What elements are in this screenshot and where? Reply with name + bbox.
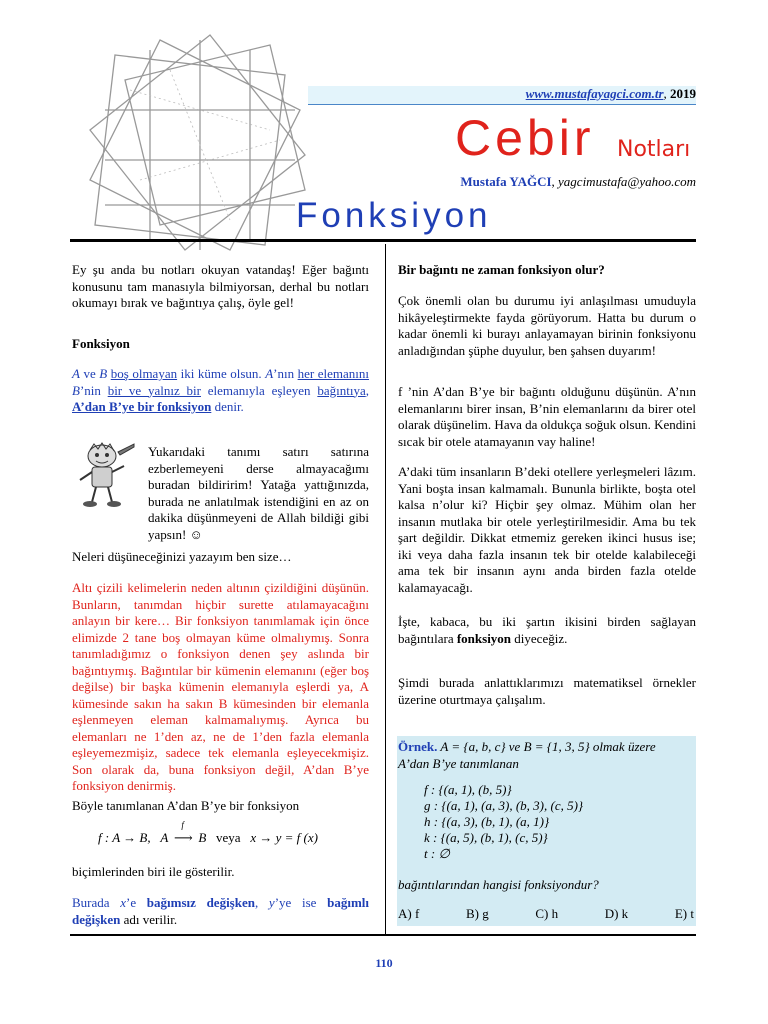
relation-t: t : ∅ — [424, 846, 450, 861]
website-link[interactable]: www.mustafayagci.com.tr — [525, 86, 664, 101]
bicim-line: biçimlerinden biri ile gösterilir. — [72, 864, 235, 879]
website-bar: www.mustafayagci.com.tr, 2019 — [308, 86, 696, 105]
answer-e[interactable]: E) t — [674, 906, 694, 921]
section-heading: Fonksiyon — [72, 336, 130, 351]
relation-h: h : {(a, 3), (b, 1), (a, 1)} — [424, 814, 550, 829]
topic-title: Fonksiyon — [296, 196, 492, 235]
relation-k: k : {(a, 5), (b, 1), (c, 5)} — [424, 830, 548, 845]
right-paragraph-5: Şimdi burada anlattıklarımızı matematiksel örnekler üzerine oturtmaya çalışalım. — [398, 675, 696, 707]
year: 2019 — [670, 86, 696, 101]
series-title: Cebir — [455, 110, 595, 166]
relation-f: f : {(a, 1), (b, 5)} — [424, 782, 512, 797]
right-paragraph-4: İşte, kabaca, bu iki şartın ikisini birden sağlayan bağıntılara fonksiyon diyeceğiz. — [398, 614, 696, 646]
answer-a[interactable]: A) f — [398, 906, 420, 921]
page-number: 110 — [375, 956, 393, 970]
answer-c[interactable]: C) h — [535, 906, 559, 921]
neleri-line: Neleri düşüneceğinizi yazayım ben size… — [72, 549, 292, 564]
top-rule — [70, 239, 696, 242]
answer-b[interactable]: B) g — [465, 906, 489, 921]
right-paragraph-1: Çok önemli olan bu durumu iyi anlaşılması umuduyla hikâyeleştirmekte fayda görüyorum. Hatta bu durum o kadar önemli ki burayı anlayamayan birinin fonksiyonu anladığından şüphe duyulur, ben şahsen duyarım! — [398, 293, 696, 358]
column-divider — [385, 244, 386, 934]
answer-d[interactable]: D) k — [604, 906, 629, 921]
relation-g: g : {(a, 1), (a, 3), (b, 3), (c, 5)} — [424, 798, 584, 813]
character-note: Yukarıdaki tanımı satırı satırına ezberlemeyeni derse almayacağımı buradan bildiririm! Yatağa yattığınızda, burada ne anlatılmak istendiğini en az on dakika düşünmeyeni de Allah bildiği gibi yapsın! ☺ — [148, 444, 369, 542]
series-subtitle: Notları — [617, 137, 691, 162]
geometric-star-artwork — [70, 20, 320, 275]
intro-paragraph: Ey şu anda bu notları okuyan vatandaş! Eğer bağıntı konusunu tam manasıyla bilmiyorsan, derhal bu notları okumayı bırak ve bağıntıya çalış, öyle gel! — [72, 262, 369, 310]
right-paragraph-3: A’daki tüm insanların B’deki otellere yerleşmeleri lâzım. Yani boşta insan kalmamalı. Bununla birlikte, boşta otel kalsa n’olur ki? Hiçbir şey olmaz. Mühim olan her insanın mutlaka bir otele yerleştirilmesidir. Ama bu tek şart değildir. Dikkat etmemiz gereken ikinci husus ise; iki veya daha fazla insanın tek bir otelde kalabileceği ama tek bir insanın aynı anda birden fazla otelde kalamayacağı. — [398, 464, 696, 595]
example-question: bağıntılarından hangisi fonksiyondur? — [398, 877, 599, 892]
right-paragraph-2: f ’nin A’dan B’ye bir bağıntı olduğunu düşünün. A’nın elemanlarını birer insan, B’nin elemanlarını da birer otel olarak düşünelim. Hava da oldukça soğuk olsun. Kendini sıcak bir otele atamayanın vay haline! — [398, 384, 696, 449]
variables-paragraph: Burada x’e bağımsız değişken, y’ye ise bağımlı değişken adı verilir. — [72, 895, 370, 927]
definition-paragraph: A ve B boş olmayan iki küme olsun. A’nın her elemanını B’nin bir ve yalnız bir elemanıyla eşleyen bağıntıya, A’dan B’ye bir fonksiyon denir. — [72, 366, 370, 414]
boyle-line: Böyle tanımlanan A’dan B’ye bir fonksiyon — [72, 798, 300, 813]
explanation-paragraph: Altı çizili kelimelerin neden altının çizildiğini düşünün. Bunların, tanımdan hiçbir surette atılamayacağını anlayın bir kere… Bir fonksiyon tanımlamak için önce elimizde 2 tane boş olmayan küme olmalıymış. Sonra tanımladığımız o fonksiyon denen şey aslında bir bağıntıymış. Bağıntılar bir kümenin elemanını (eğer boş değilse) bir başka kümenin elemanıyla eşlerdi ya, A kümesinde sakın ha sakın B kümesinden bir elemanla eşlenmeyen eleman kalmamalıymış. Ayrıca bu elemanları ne 1’den az, ne de 1’den fazla elemanla eşleyemezmişiz, sadece tek elemanla eşleyecekmişiz. Son olarak da, buna fonksiyon değil, A’dan B’ye fonksiyon denirmiş. — [72, 580, 369, 793]
pencil-character-icon — [74, 442, 136, 510]
author-name: Mustafa YAĞCI — [460, 174, 552, 189]
author-line: Mustafa YAĞCI, yagcimustafa@yahoo.com — [460, 174, 696, 189]
author-email: yagcimustafa@yahoo.com — [558, 174, 696, 189]
example-header: Örnek. A = {a, b, c} ve B = {1, 3, 5} olmak üzere A’dan B’ye tanımlanan — [398, 739, 656, 771]
question-heading: Bir bağıntı ne zaman fonksiyon olur? — [398, 262, 605, 277]
function-notation: f : A → B, A f ⟶ B veya x → y = f (x) — [98, 820, 318, 845]
example-label: Örnek. — [398, 739, 438, 754]
relations-list — [424, 782, 583, 862]
bottom-rule — [70, 934, 696, 936]
answer-options — [398, 906, 694, 922]
